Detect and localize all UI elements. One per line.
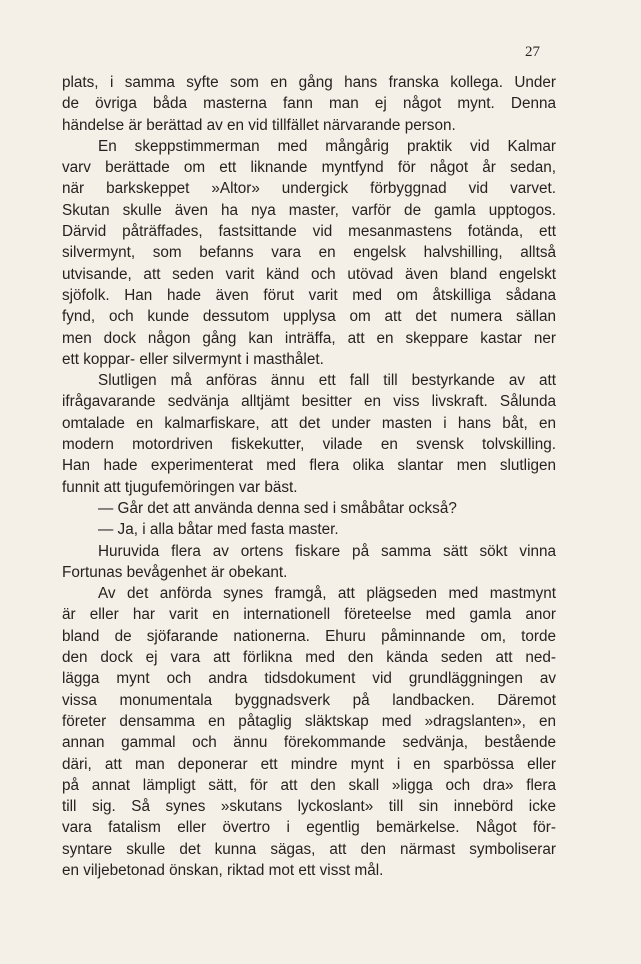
text-line: vissa monumentala byggnadsverk på landbacken. Däremot <box>62 691 556 709</box>
text-line: till sig. Så synes »skutans lyckoslant» till sin innebörd icke <box>62 798 556 816</box>
text-line: bland de sjöfarande nationerna. Ehuru påminnande om, torde <box>62 627 556 645</box>
text-line: omtalade en kalmarfiskare, att det under masten i hans båt, en <box>62 414 556 432</box>
text-line: Slutligen må anföras ännu ett fall till bestyrkande av att <box>98 372 556 390</box>
text-line: däri, att man deponerar ett mindre mynt i en sparbössa eller <box>62 755 556 773</box>
text-line: varv berättade om ett liknande myntfynd för något år sedan, <box>62 159 556 177</box>
text-line: den dock ej vara att förlikna med den kända seden att ned- <box>62 649 556 667</box>
body-text <box>62 72 556 881</box>
text-line: modern motordriven fiskekutter, vilade en svensk tolvskilling. <box>62 436 556 454</box>
text-line: på annat lämpligt sätt, för att den skall »ligga och dra» flera <box>62 776 556 794</box>
text-line: händelse är berättad av en vid tillfället närvarande person. <box>62 116 456 134</box>
text-line: Fortunas bevågenhet är obekant. <box>62 563 288 581</box>
text-line: sjöfolk. Han hade även förut varit med om åtskilliga sådana <box>62 286 556 304</box>
text-line: plats, i samma syfte som en gång hans franska kollega. Under <box>62 74 556 91</box>
text-line: när barkskeppet »Altor» undergick förbyggnad vid varvet. <box>62 180 556 198</box>
text-line: fynd, och kunde dessutom upplysa om att det numera sällan <box>62 308 556 326</box>
text-line: — Går det att använda denna sed i småbåtar också? <box>98 499 457 517</box>
text-line: funnit att tjugufemöringen var bäst. <box>62 478 298 496</box>
text-line: utvisande, att seden varit känd och utövad även bland engelskt <box>62 265 556 283</box>
text-line: en viljebetonad önskan, riktad mot ett visst mål. <box>62 861 384 879</box>
text-line: lägga mynt och andra tidsdokument vid grundläggningen av <box>62 670 556 688</box>
text-line: men dock någon gång kan inträffa, att en skeppare kastar ner <box>62 329 556 347</box>
text-line: Därvid påträffades, fastsittande vid mesanmastens fotända, ett <box>62 223 556 241</box>
text-line: är eller har varit en internationell företeelse med gamla anor <box>62 606 556 624</box>
text-line: de övriga båda masterna fann man ej något mynt. Denna <box>62 95 556 113</box>
text-line: Av det anförda synes framgå, att plägseden med mastmynt <box>98 585 556 603</box>
text-line: företer densamma en påtaglig släktskap med »dragslanten», en <box>62 712 556 730</box>
text-line: Han hade experimenterat med flera olika slantar men slutligen <box>62 457 556 475</box>
text-line: Huruvida flera av ortens fiskare på samma sätt sökt vinna <box>98 542 556 560</box>
text-line: ifrågavarande sedvänja alltjämt besitter en viss livskraft. Sålunda <box>62 393 556 411</box>
text-line: vara fatalism eller övertro i egentlig bemärkelse. Något för- <box>62 819 556 837</box>
text-line: — Ja, i alla båtar med fasta master. <box>98 521 339 539</box>
text-line: silvermynt, som befanns vara en engelsk halvshilling, alltså <box>62 244 556 262</box>
text-line: annan gammal och ännu förekommande sedvänja, bestående <box>62 734 556 752</box>
page-number: 27 <box>525 44 540 60</box>
text-line: syntare skulle det kunna sägas, att den närmast symboliserar <box>62 840 556 858</box>
text-line: ett koppar- eller silvermynt i masthålet. <box>62 350 324 368</box>
text-line: Skutan skulle även ha nya master, varför de gamla upptogos. <box>62 201 556 219</box>
text-line: En skeppstimmerman med mångårig praktik vid Kalmar <box>98 137 556 155</box>
